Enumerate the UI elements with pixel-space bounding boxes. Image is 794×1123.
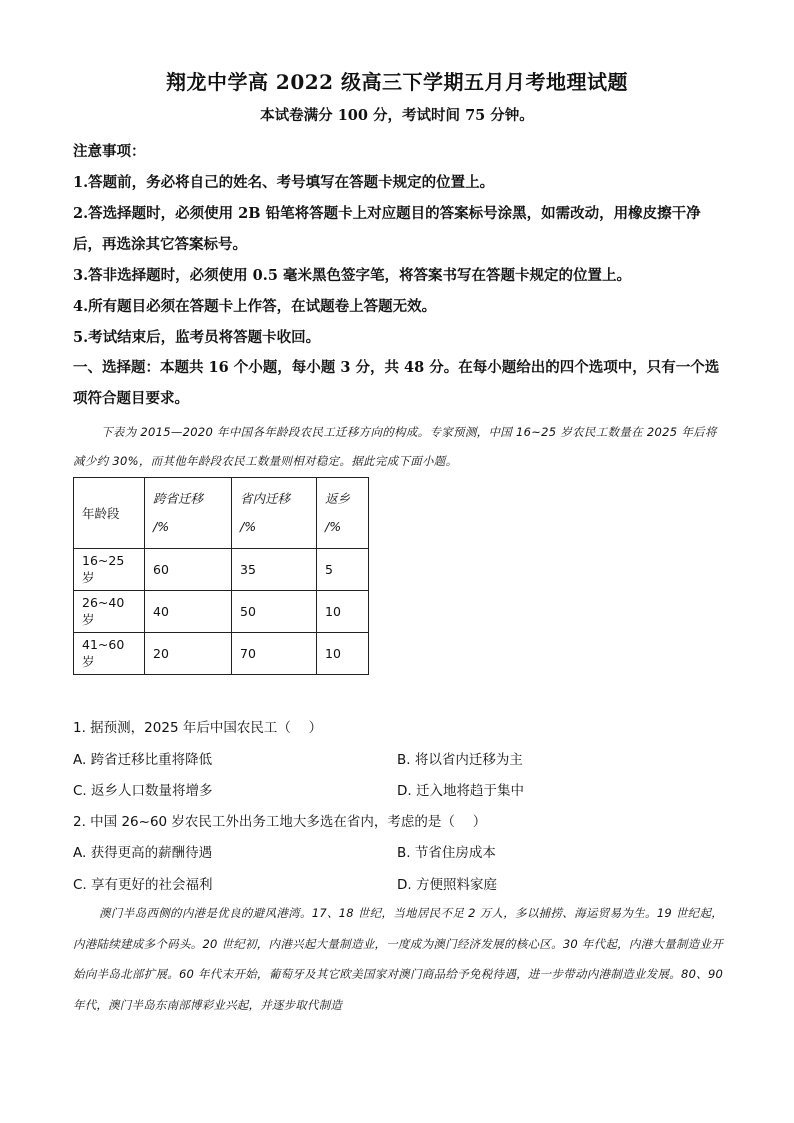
passage-text: 澳门半岛西侧的内港是优良的避风港湾。17、18 世纪，当地居民不足 2 万人，多以捕捞、海运贸易为生。19 世纪起，内港陆续建成多个码头。20 世纪初，内港兴起大量制造业，一度成为澳门经济发展的核心区。30 年代起，内港大量制造业开始向半岛北部扩展。60 年代末开始，葡萄牙及其它欧美国家对澳门商品给予免税待遇，进一步带动内港制造业发展。80、90 年代，澳门半岛东南部博彩业兴起，并逐步取代制造	[73, 906, 723, 1012]
header-return-home	[317, 478, 369, 549]
header-unit: /%	[240, 519, 257, 534]
note-item: 5.考试结束后，监考员将答题卡收回。	[73, 329, 321, 346]
table-cell: 20	[145, 633, 232, 675]
header-label: 返乡	[325, 491, 351, 506]
option-b[interactable]: B. 将以省内迁移为主	[397, 752, 523, 768]
table-cell: 40	[145, 591, 232, 633]
table-row	[74, 591, 369, 633]
section-heading: 一、选择题：本题共 16 个小题，每小题 3 分，共 48 分。在每小题给出的四个选项中，只有一个选项符合题目要求。	[73, 359, 720, 407]
table-cell: 70	[232, 633, 317, 675]
table-cell: 41~60 岁	[74, 633, 145, 675]
table-cell: 60	[145, 549, 232, 591]
option-b[interactable]: B. 节省住房成本	[397, 845, 496, 861]
reading-passage	[73, 898, 723, 1020]
notes-heading: 注意事项：	[73, 143, 146, 160]
header-unit: /%	[153, 519, 170, 534]
header-label: 跨省迁移	[153, 491, 204, 506]
migration-table	[73, 477, 369, 675]
table-cell: 16~25 岁	[74, 549, 145, 591]
table-cell: 5	[317, 549, 369, 591]
option-c[interactable]: C. 返乡人口数量将增多	[73, 783, 213, 799]
option-a[interactable]: A. 获得更高的薪酬待遇	[73, 845, 213, 861]
table-header-row	[74, 478, 369, 549]
table-cell: 50	[232, 591, 317, 633]
note-item: 1.答题前，务必将自己的姓名、考号填写在答题卡规定的位置上。	[73, 174, 495, 191]
question-2-stem: 2. 中国 26~60 岁农民工外出务工地大多选在省内，考虑的是（ ）	[73, 814, 487, 830]
header-age-group: 年龄段	[74, 478, 145, 549]
option-c[interactable]: C. 享有更好的社会福利	[73, 877, 213, 893]
page-title: 翔龙中学高 2022 级高三下学期五月月考地理试题	[165, 70, 629, 94]
question-1-stem: 1. 据预测，2025 年后中国农民工（ ）	[73, 720, 323, 736]
intro-text: 下表为 2015—2020 年中国各年龄段农民工迁移方向的构成。专家预测，中国 16~25 岁农民工数量在 2025 年后将减少约 30%，而其他年龄段农民工数量则相对稳定。据此完成下面小题。	[73, 425, 717, 468]
note-item: 4.所有题目必须在答题卡上作答，在试题卷上答题无效。	[73, 298, 437, 315]
table-cell: 10	[317, 591, 369, 633]
note-item: 2.答选择题时，必须使用 2B 铅笔将答题卡上对应题目的答案标号涂黑，如需改动，用橡皮擦干净后，再选涂其它答案标号。	[73, 205, 701, 253]
notes-block	[73, 136, 723, 353]
table-cell: 10	[317, 633, 369, 675]
header-cross-province	[145, 478, 232, 549]
note-item: 3.答非选择题时，必须使用 0.5 毫米黑色签字笔，将答案书写在答题卡规定的位置上。	[73, 267, 631, 284]
header-unit: /%	[325, 519, 342, 534]
table-row	[74, 633, 369, 675]
option-a[interactable]: A. 跨省迁移比重将降低	[73, 752, 213, 768]
table-intro	[73, 418, 723, 476]
table-row	[74, 549, 369, 591]
option-d[interactable]: D. 方便照料家庭	[397, 877, 497, 893]
option-d[interactable]: D. 迁入地将趋于集中	[397, 783, 524, 799]
exam-subtitle: 本试卷满分 100 分，考试时间 75 分钟。	[260, 107, 534, 124]
table-cell: 35	[232, 549, 317, 591]
header-label: 省内迁移	[240, 491, 291, 506]
header-within-province	[232, 478, 317, 549]
table-cell: 26~40 岁	[74, 591, 145, 633]
